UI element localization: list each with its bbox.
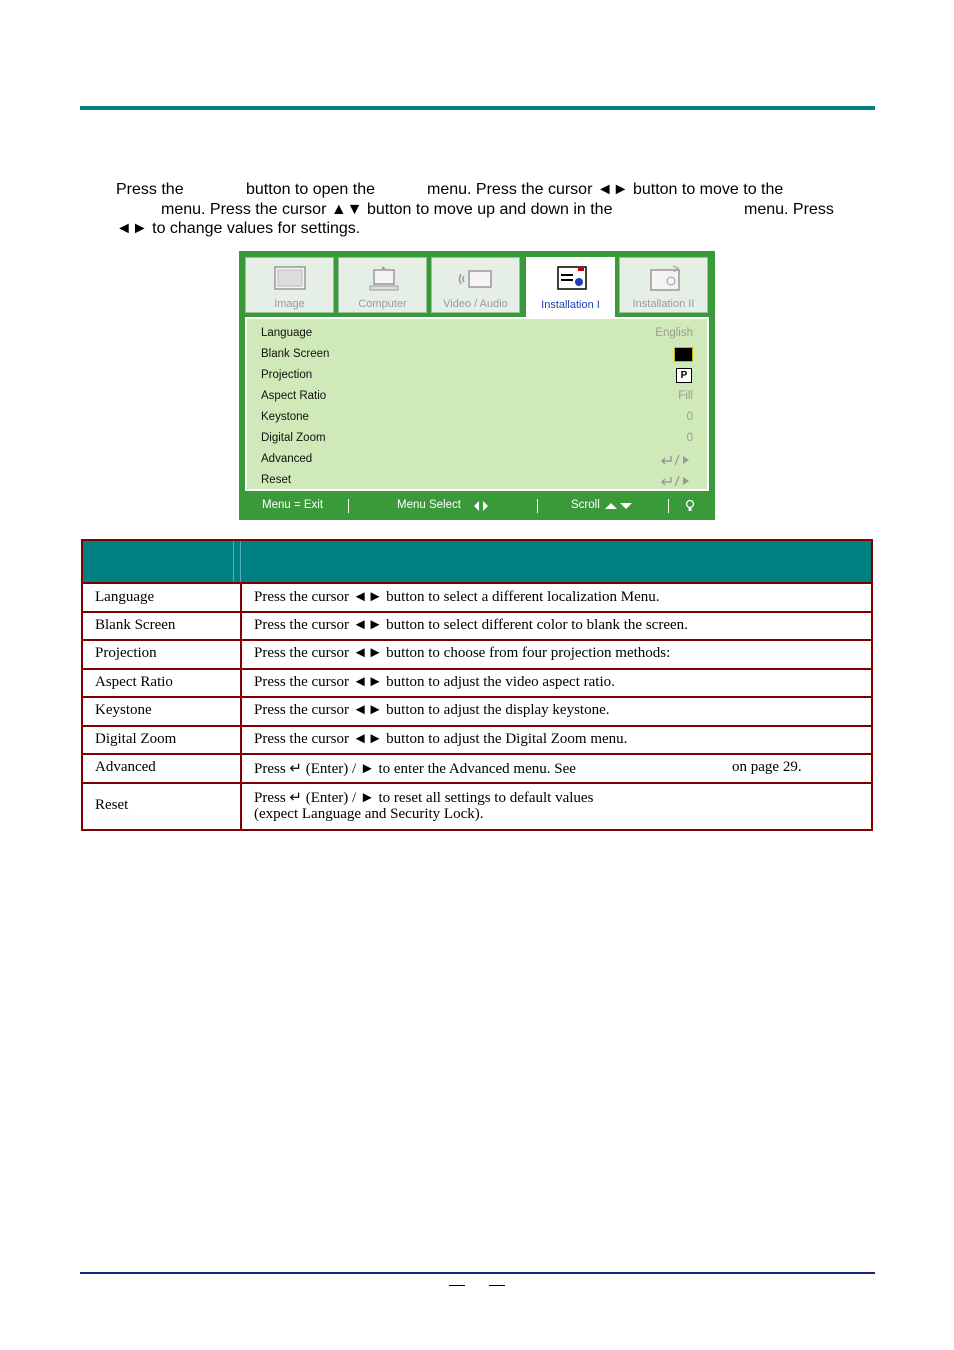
tab-video-audio-label: Video / Audio [443, 298, 508, 310]
intro-line2-b: menu. Press [744, 201, 834, 218]
osd-value: 0 [686, 411, 693, 423]
osd-label: Advanced [261, 453, 313, 465]
computer-icon [364, 264, 402, 294]
osd-label: Digital Zoom [261, 432, 326, 444]
osd-row-advanced[interactable] [261, 450, 693, 470]
intro-paragraph [0, 0, 954, 240]
table-header [81, 539, 873, 584]
table-item: Reset [95, 797, 129, 813]
tab-image[interactable] [245, 257, 334, 313]
installation-2-icon [645, 264, 683, 294]
footer-rule [80, 1272, 875, 1274]
osd-value: 0 [686, 432, 693, 444]
image-icon [271, 264, 309, 294]
osd-footer-bar [245, 497, 709, 515]
footer-menu-select: Menu Select [397, 499, 461, 511]
enter-arrow-icon [659, 474, 693, 488]
cell-divider [240, 584, 242, 611]
table-desc: Press the cursor ◄► button to adjust the display keystone. [254, 702, 610, 718]
footer-exit: Menu = Exit [262, 499, 324, 511]
osd-row-projection[interactable] [261, 366, 693, 386]
tab-image-label: Image [274, 298, 305, 310]
intro-line2-a: menu. Press the cursor ▲▼ button to move up and down in the [161, 201, 613, 218]
footer-scroll: Scroll [571, 499, 600, 511]
tab-installation-2[interactable] [619, 257, 708, 313]
table-desc: Press ↵ (Enter) / ► to enter the Advanced menu. See [254, 761, 576, 777]
osd-value: English [655, 327, 693, 339]
osd-label: Aspect Ratio [261, 390, 327, 402]
footer-divider [348, 499, 349, 513]
tab-installation-1-label: Installation I [541, 299, 600, 311]
osd-value: Fill [678, 390, 693, 402]
osd-label: Reset [261, 474, 292, 486]
osd-row-reset[interactable] [261, 471, 693, 491]
table-item: Aspect Ratio [95, 674, 173, 690]
tab-computer-label: Computer [358, 298, 407, 310]
osd-row-digital-zoom[interactable] [261, 429, 693, 449]
table-row [81, 613, 873, 641]
osd-label: Keystone [261, 411, 309, 423]
page-number-dash [489, 1285, 505, 1286]
cell-divider [240, 641, 242, 668]
footer-divider [668, 499, 669, 513]
intro-line1-a: Press the [116, 181, 184, 198]
osd-tab-bar [245, 257, 709, 315]
table-desc: Press the cursor ◄► button to adjust the Digital Zoom menu. [254, 731, 628, 747]
projection-icon: P [676, 368, 692, 383]
footer-divider [537, 499, 538, 513]
left-right-arrow-icon [474, 500, 488, 512]
table-row [81, 784, 873, 831]
osd-label: Projection [261, 369, 313, 381]
osd-row-keystone[interactable] [261, 408, 693, 428]
osd-row-blank-screen[interactable] [261, 345, 693, 365]
lightbulb-icon [684, 499, 696, 513]
cell-divider [240, 755, 242, 782]
table-row [81, 584, 873, 613]
page-number-dash [449, 1285, 465, 1286]
table-item: Digital Zoom [95, 731, 177, 747]
table-desc-page-ref: on page 29. [732, 759, 802, 775]
osd-row-language[interactable] [261, 324, 693, 344]
cell-divider [240, 727, 242, 753]
table-row [81, 670, 873, 698]
intro-line3: ◄► to change values for settings. [116, 220, 361, 237]
tab-computer[interactable] [338, 257, 427, 313]
osd-row-aspect-ratio[interactable] [261, 387, 693, 407]
table-row [81, 755, 873, 784]
osd-settings-panel [245, 317, 709, 491]
table-desc: Press the cursor ◄► button to choose from four projection methods: [254, 645, 671, 661]
table-desc: Press the cursor ◄► button to select different color to blank the screen. [254, 617, 688, 633]
table-row [81, 698, 873, 727]
tab-installation-1[interactable] [526, 257, 615, 317]
enter-arrow-icon [659, 453, 693, 467]
installation-1-icon [552, 264, 590, 294]
osd-label: Language [261, 327, 313, 339]
video-audio-icon [457, 264, 495, 294]
up-down-arrow-icon [604, 500, 634, 512]
osd-menu [239, 251, 715, 520]
cell-divider [240, 698, 242, 725]
cell-divider [240, 784, 242, 829]
tab-installation-2-label: Installation II [632, 298, 695, 310]
table-row [81, 641, 873, 670]
tab-video-audio[interactable] [431, 257, 520, 313]
intro-line1-b: button to open the [246, 181, 375, 198]
osd-label: Blank Screen [261, 348, 330, 360]
table-desc: Press ↵ (Enter) / ► to reset all settings to default values [254, 790, 594, 806]
cell-divider [240, 613, 242, 639]
table-item: Keystone [95, 702, 152, 718]
cell-divider [240, 670, 242, 696]
table-desc-line2: (expect Language and Security Lock). [254, 806, 484, 822]
black-swatch-icon [674, 347, 693, 362]
table-item: Projection [95, 645, 157, 661]
table-row [81, 727, 873, 755]
table-item: Language [95, 589, 155, 605]
table-item: Advanced [95, 759, 156, 775]
intro-line1-c: menu. Press the cursor ◄► button to move to the [427, 181, 784, 198]
header-divider [233, 541, 241, 582]
table-desc: Press the cursor ◄► button to adjust the video aspect ratio. [254, 674, 615, 690]
table-desc: Press the cursor ◄► button to select a different localization Menu. [254, 589, 660, 605]
table-item: Blank Screen [95, 617, 176, 633]
